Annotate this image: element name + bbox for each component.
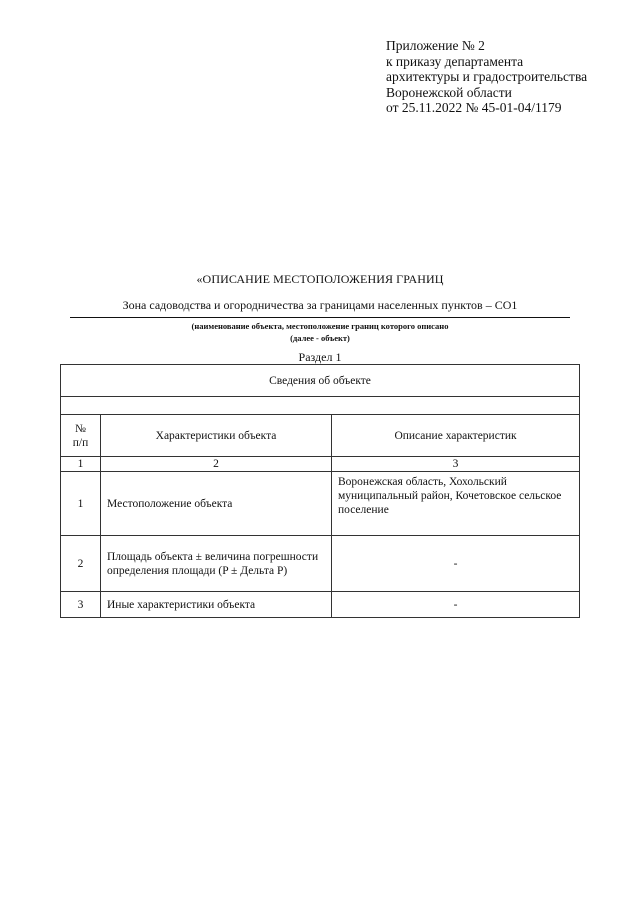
- table-empty-row: [61, 397, 580, 415]
- table-row: [61, 536, 580, 592]
- annex-block: [386, 38, 587, 116]
- object-name-note: (наименование объекта, местоположение границ которого описано: [191, 321, 449, 331]
- row-characteristic: Иные характеристики объекта: [101, 592, 332, 618]
- row-description: Воронежская область, Хохольский муниципальный район, Кочетовское сельское поселение: [332, 472, 580, 536]
- column-number: 2: [101, 457, 332, 472]
- annex-line: от 25.11.2022 № 45-01-04/1179: [386, 100, 562, 115]
- object-name: Зона садоводства и огородничества за границами населенных пунктов – СО1: [122, 298, 518, 312]
- annex-line: к приказу департамента: [386, 53, 524, 69]
- document-title: «ОПИСАНИЕ МЕСТОПОЛОЖЕНИЯ ГРАНИЦ: [196, 272, 444, 286]
- header-num: № п/п: [61, 415, 101, 457]
- row-description: -: [332, 592, 580, 618]
- annex-line: архитектуры и градостроительства: [386, 69, 588, 84]
- row-num: 1: [61, 472, 101, 536]
- table-row: [61, 592, 580, 618]
- annex-line: Воронежской области: [386, 84, 512, 100]
- object-info-table: [60, 364, 580, 618]
- column-number: 1: [61, 457, 101, 472]
- table-caption: Сведения об объекте: [61, 365, 580, 397]
- row-description: -: [332, 536, 580, 592]
- underline-divider: [70, 317, 570, 318]
- column-number: 3: [332, 457, 580, 472]
- row-num: 2: [61, 536, 101, 592]
- section-heading: Раздел 1: [298, 350, 342, 364]
- row-num: 3: [61, 592, 101, 618]
- header-characteristic: Характеристики объекта: [101, 415, 332, 457]
- object-name-note-continued: (далее - объект): [290, 333, 350, 343]
- header-description: Описание характеристик: [332, 415, 580, 457]
- row-characteristic: Местоположение объекта: [101, 472, 332, 536]
- table-row: [61, 472, 580, 536]
- annex-line: Приложение № 2: [386, 38, 485, 53]
- row-characteristic: Площадь объекта ± величина погрешности определения площади (P ± Дельта P): [101, 536, 332, 592]
